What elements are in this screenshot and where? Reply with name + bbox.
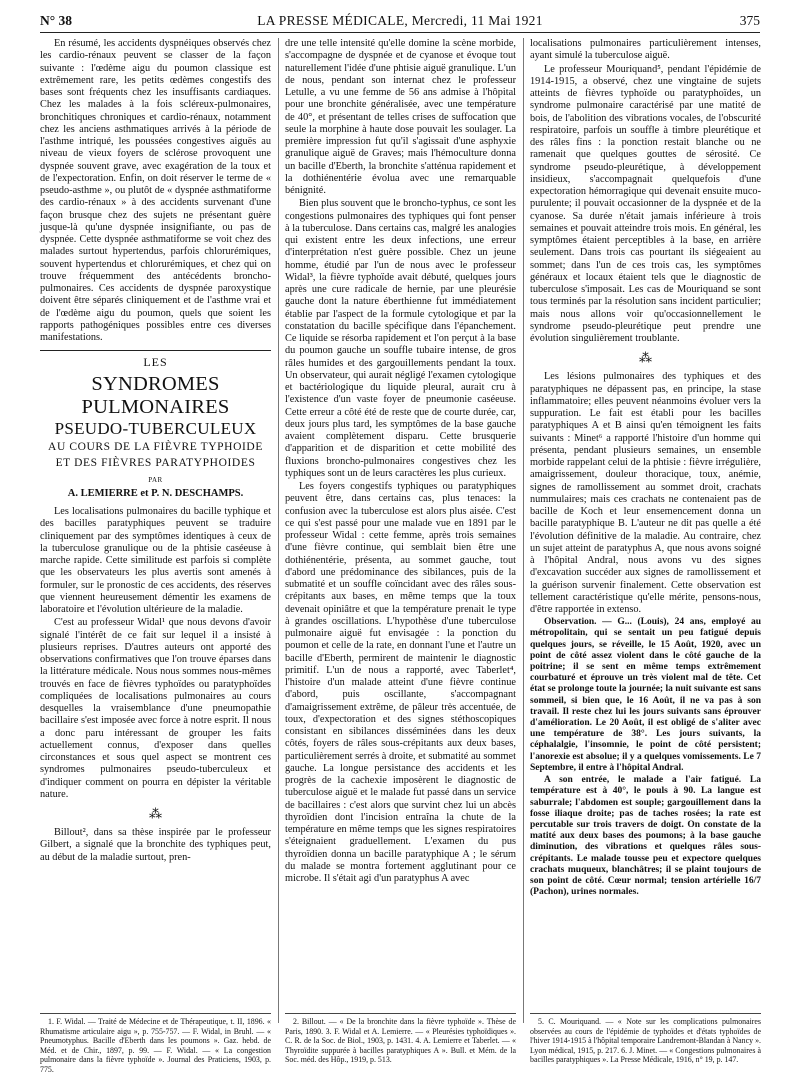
article-authors: A. LEMIERRE et P. N. DESCHAMPS. bbox=[67, 487, 244, 499]
page-header bbox=[40, 10, 760, 33]
article-subtitle-1: AU COURS DE LA FIÈVRE TYPHOIDE bbox=[48, 440, 263, 453]
article-ending-paragraph: En résumé, les accidents dyspnéiques observés chez les cardio-rénaux peuvent se classer de la façon suivante : l'œdème aigu du poumon classique est extrêmement rare, les petits œdèmes congestifs des bases sont fréquents chez les insuffisants cardiaques. Chez les malades à la fois scléreux-pulmonaires, bronchitiques chroniques et cardio-rénaux, notamment chez les anciens asthmatiques arrivés à la période de l'asthme intriqué, les poussées congestives aiguës au niveau de vieux foyers de sclérose provoquent une dyspnée souvent grave, avec exagération de la toux et de l'expectoration. Enfin, on doit réserver le terme de « pseudo-asthme », ou plutôt de « dyspnée asthmatiforme des cardio-rénaux » à des accidents survenant d'une façon brusque chez des sujets ne présentant guère jusque-là qu'une dyspnée insignifiante, ou pas de dyspnée. Cette dyspnée asthmatiforme se voit chez des malades surtout hypertendus, parfois chlorurémiques, souvent hypertendus et chlorurémiques, et chez qui on trouve fréquemment des antécédents broncho-pulmonaires. Ces accidents de dyspnée paroxystique doivent être séparés cliniquement et de l'asthme vrai et de l'œdème aigu du poumon, quels que soient les rapports pathogéniques possibles entre ces diverses manifestations. bbox=[40, 38, 271, 343]
column-1 bbox=[40, 38, 271, 865]
article-title-block bbox=[40, 356, 271, 500]
paragraph: Les lésions pulmonaires des typhiques et des paratyphiques ne dépassent pas, en principe, la stase inflammatoire; elles peuvent néanmoins évoluer vers la suppuration. Le fait est établi pour les bacilles paratyphiques A et B ainsi qu'en témoignent les faits suivants : Minet⁶ a rapporté l'histoire d'un homme qui présenta, pendant plusieurs semaines, un ensemble morbide rappelant celui de la phtisie : fièvre irrégulière, amaigrissement, douleur thoracique, toux, anémie, signes de ramollissement au sommet droit, crachats nummulaires; mais ces crachats ne contenaient pas de bacille de Koch et leur ensemencement donna un bacille paratyphique B. L'auteur ne dit pas quelle a été l'évolution définitive de la maladie. Au contraire, chez un sujet atteint de paratyphus A, que nous avons soigné à l'hôpital Andral, nous avons vu des signes d'excavation succéder aux signes de ramollissement et la guérison survenir finalement. Cette observation est tellement caractéristique qu'elle mérite, pensons-nous, d'être rapportée in extenso. bbox=[530, 371, 761, 615]
issue-number: N° 38 bbox=[40, 13, 73, 28]
footnote: 5. C. Mouriquand. — « Note sur les complications pulmonaires observées au cours de l'épidémie de typhoïdes et d'états typhoïdes de l'hiver 1914-1915 à l'hôpital temporaire Landremont-Blandan à Nancy ». Lyon médical, 1915, p. 217. 6. J. Minet. — « Congestions pulmonaires à bacilles paratyphiques ». La Presse Médicale, 1916, n° 19, p. 147. bbox=[530, 1017, 761, 1065]
observation-paragraph: Observation. — G... (Louis), 24 ans, employé au métropolitain, qui se sentait un peu fatigué depuis quelques jours, se réveille, le 15 Août, 1920, avec un point de côté assez violent dans le côté gauche de la poitrine; il se sent en même temps extrêmement courbaturé et éprouve un très violent mal de tête. Cet état se prolonge toute la journée; la nuit suivante est sans sommeil, si bien que, le 16 Août, il ne va pas à son travail. Il reste chez lui les jours suivants sans éprouver d'amélioration. Le 20 Août, il est obligé de s'aliter avec une température de 38°. Les jours suivants, la céphalalgie, l'insomnie, le point de côté persistent; l'anorexie est absolue; il y a quelques vomissements. Le 7 Septembre, il entre à l'hôpital Andral. bbox=[530, 617, 761, 773]
footnote: 2. Billout. — « De la bronchite dans la fièvre typhoïde ». Thèse de Paris, 1890. 3. F. Widal et A. Lemierre. — « Pleurésies typhoïdiques ». C. R. de la Soc. de Biol., 1903, p. 1431. 4. A. Lemierre et Taberlet. — « Thyroïdite suppurée à bacilles paratyphiques A ». Bull. et Mém. de la Soc. méd. des Hôp., 1919, p. 513. bbox=[285, 1017, 516, 1065]
observation-paragraph: A son entrée, le malade a l'air fatigué. La température est à 40°, le pouls à 90. La langue est saburrale; l'abdomen est souple; gargouillement dans la fosse iliaque droite; pas de taches rosées; la rate est percutable sur trois travers de doigt. On constate de la matité aux deux bases des poumons; à la base gauche diminution, des vibrations et quelques râles sous-crépitants. Le malade tousse peu et expectore quelques crachats muqueux, blanchâtres; il se plaint toujours de son point de côté. Cœur normal; tension artérielle 16/7 (Pachon), urines normales. bbox=[530, 775, 761, 898]
title-les: LES bbox=[143, 355, 168, 370]
by-label: PAR bbox=[148, 475, 163, 484]
page-number: 375 bbox=[739, 13, 760, 28]
paragraph: Les foyers congestifs typhiques ou paratyphiques peuvent être, dans certains cas, plus tenaces: la confusion avec la tuberculose est alors plus aisée. C'est ce qui s'est passé pour une malade vue en 1891 par le professeur Widal : cette femme, après trois semaines d'une fièvre continue, qui semblait bien être une dothiénentérie, présenta, au sommet gauche, tout d'abord une prédominance des sibilances, puis de la submatité et un souffle coïncidant avec des râles sous-crépitants aux bases, en même temps que la toux devenait opiniâtre et que la température prenait le type à grandes oscillations. L'hypothèse d'une tuberculose pulmonaire aiguë fut envisagée : la ponction du poumon et celle de la rate, en donnant l'une et l'autre un bacille d'Eberth, permirent de maintenir le diagnostic primitif. L'un de nous a rapporté, avec Taberlet⁴, l'histoire d'un malade atteint d'une fièvre continue d'abord, puis oscillante, s'accompagnant d'amaigrissement extrême, de pâleur très accentuée, de toux, d'expectoration et des signes stéthoscopiques consistant en sibilances disséminées dans les deux côtés, foyers de râles sous-crépitants aux deux bases, particulièrement serrés à droite, et submatité au sommet gauche. La longue persistance des accidents et les progrès de la cachexie imposèrent le diagnostic de tuberculose aiguë et le malade fut passé dans un service de bacillaires : c'est alors que survint chez lui un abcès thyroïdien dont l'incision entraîna la chute de la température en même temps que les signes respiratoires s'éteignaient graduellement. L'examen du pus thyroïdien donna un bacille paratyphique A ; le sérum du malade se montra fortement agglutinant pour ce microbe. Il s'était agi d'un paratyphus A avec bbox=[285, 481, 516, 884]
section-asterism: ⁂ bbox=[149, 806, 162, 821]
paragraph: dre une telle intensité qu'elle domine la scène morbide, s'accompagne de dyspnée et de cyanose et évoque tout naturellement l'idée d'une phtisie aiguë granulique. L'un de nous, pendant son internat chez le professeur Letulle, a vu une femme de 56 ans admise à l'hôpital pour une bronchite généralisée, avec une température de 40°, et présentant de telles crises de suffocation que seule la morphine à haute dose pouvait les soulager. La première impression fut qu'il s'agissait d'une asphyxie granulique aiguë de Graves; mais l'hémoculture donna un bacille d'Eberth, la bronchite s'atténua rapidement et la dothiénentérie évolua avec une remarquable bénignité. bbox=[285, 38, 516, 196]
footnotes-column-1 bbox=[40, 1013, 271, 1075]
paragraph: Bien plus souvent que le broncho-typhus, ce sont les congestions pulmonaires des typhiques qui font penser à la tuberculose. Dans certains cas, malgré les analogies qui existent entre les deux infections, une erreur d'interprétation n'est guère possible. Chez un jeune homme, étudié par l'un de nous avec le professeur Widal³, la fièvre typhoïde avait débuté, quelques jours après une cure radicale de hernie, par une pleurésie gauche dont la nature éberthienne fut immédiatement établie par l'aspect de la formule cytologique et par la constatation du bacille spécifique dans l'épanchement. Ce liquide se résorba rapidement et l'on perçut à la base du poumon gauche un souffle tubaire intense, de gros râles humides et des gargouillements pendant la toux. Un observateur, qui aurait négligé l'examen cytologique et bactériologique du liquide pleural, aurait cru à l'existence d'un vaste foyer de pneumonie caséeuse. Cette erreur a côté été de reste que de courte durée, car, deux jours plus tard, les symptômes de la base gauche avaient complètement disparu. Cette brusquerie d'apparition et de disparition et cette mobilité des fluxions broncho-pulmonaires congestives chez les typhiques sont un de leurs caractères les plus curieux. bbox=[285, 198, 516, 479]
article-title: SYNDROMES PULMONAIRES bbox=[81, 372, 230, 418]
paragraph: Le professeur Mouriquand⁵, pendant l'épidémie de 1914-1915, a observé, chez une vingtaine de sujets atteints de fièvres typhoïde ou paratyphoïdes, un syndrome pulmonaire caractérisé par une matité de bois, de l'abolition des vibrations vocales, de l'obscurité respiratoire, parfois un souffle à timbre pleurétique et des râles fins : la ponction restait blanche ou ne ramenait que quelques gouttes de sérosité. Ce syndrome pseudo-pleurétique, à développement insidieux, s'accompagnait quelquefois d'une expectoration hémorragique qui devenait ensuite muco-purulente; il pouvait occasionner de la dyspnée et de la cyanose. Sa durée n'était jamais inférieure à trois semaines et pouvait atteindre trois mois. En général, les symptômes étaient perceptibles à la base, en arrière seulement. Dans trois cas pourtant ils siégeaient au sommet; dans l'un de ces trois cas, les symptômes généraux et locaux étaient tels que le diagnostic de tuberculose s'imposait. Les cas de Mouriquand se sont tous terminés par la résolution sans incident particulier; mais nous allons voir qu'occasionnellement le syndrome pseudo-pleurétique peut prendre une évolution singulièrement troublante. bbox=[530, 63, 761, 344]
article-title-line2: PSEUDO-TUBERCULEUX bbox=[54, 418, 257, 438]
paragraph: Billout², dans sa thèse inspirée par le professeur Gilbert, a signalé que la bronchite des typhiques peut, au début de la maladie surtout, pren- bbox=[40, 827, 271, 863]
footnotes-column-3 bbox=[530, 1013, 761, 1065]
section-asterism: ⁂ bbox=[639, 350, 652, 366]
column-divider bbox=[278, 38, 279, 1023]
column-2 bbox=[285, 38, 516, 886]
column-3 bbox=[530, 38, 761, 899]
footnote: 1. F. Widal. — Traité de Médecine et de Thérapeutique, t. II, 1896. « Rhumatisme articulaire aigu », p. 755-757. — F. Widal, in Bruhl. — « Pneumotyphus. Bacille d'Eberth dans les poumons ». Gaz. hebd. de Méd. et de Chir., 1897, p. 99. — F. Widal. — « La congestion pulmonaire dans la fièvre typhoïde ». Journal des Praticiens, 1903, p. 775. bbox=[40, 1017, 271, 1074]
article-separator bbox=[40, 350, 271, 351]
paragraph: localisations pulmonaires particulièrement intenses, ayant simulé la tuberculose aiguë. bbox=[530, 38, 761, 62]
footnotes-column-2 bbox=[285, 1013, 516, 1065]
paragraph: Les localisations pulmonaires du bacille typhique et des bacilles paratyphiques peuvent se traduire cliniquement par des symptômes identiques à ceux de la tuberculose granulique ou de la phtisie caséeuse à marche rapide. Cette similitude est parfois si complète que les observateurs les plus avertis sont amenés à formuler, sur le pronostic de ces accidents, des réserves que viennent heureusement démentir les examens de laboratoire et l'évolution ultérieure de la maladie. bbox=[40, 506, 271, 615]
article-subtitle-2: ET DES FIÈVRES PARATYPHOIDES bbox=[55, 456, 256, 469]
journal-title: LA PRESSE MÉDICALE, Mercredi, 11 Mai 1921 bbox=[257, 13, 543, 28]
paragraph: C'est au professeur Widal¹ que nous devons d'avoir signalé l'intérêt de ce fait sur lequel il a insisté à plusieurs reprises. D'autres auteurs ont apporté des observations confirmatives que l'on trouve éparses dans la littérature médicale. Nous nous sommes nous-mêmes trouvés en face de fièvres typhoïdes ou paratyphoïdes compliquées de localisations pulmonaires au cours desquelles la vraisemblance d'une pneumopathie bacillaire s'est imposée avec force à notre esprit. Il nous a donc paru intéressant de grouper les faits actuellement connus, d'exposer dans quelles circonstances et sous quel aspect se montrent ces syndromes pulmonaires pseudo-tuberculeux et d'indiquer comment on pourra en dépister la véritable nature. bbox=[40, 617, 271, 800]
column-divider bbox=[523, 38, 524, 1023]
